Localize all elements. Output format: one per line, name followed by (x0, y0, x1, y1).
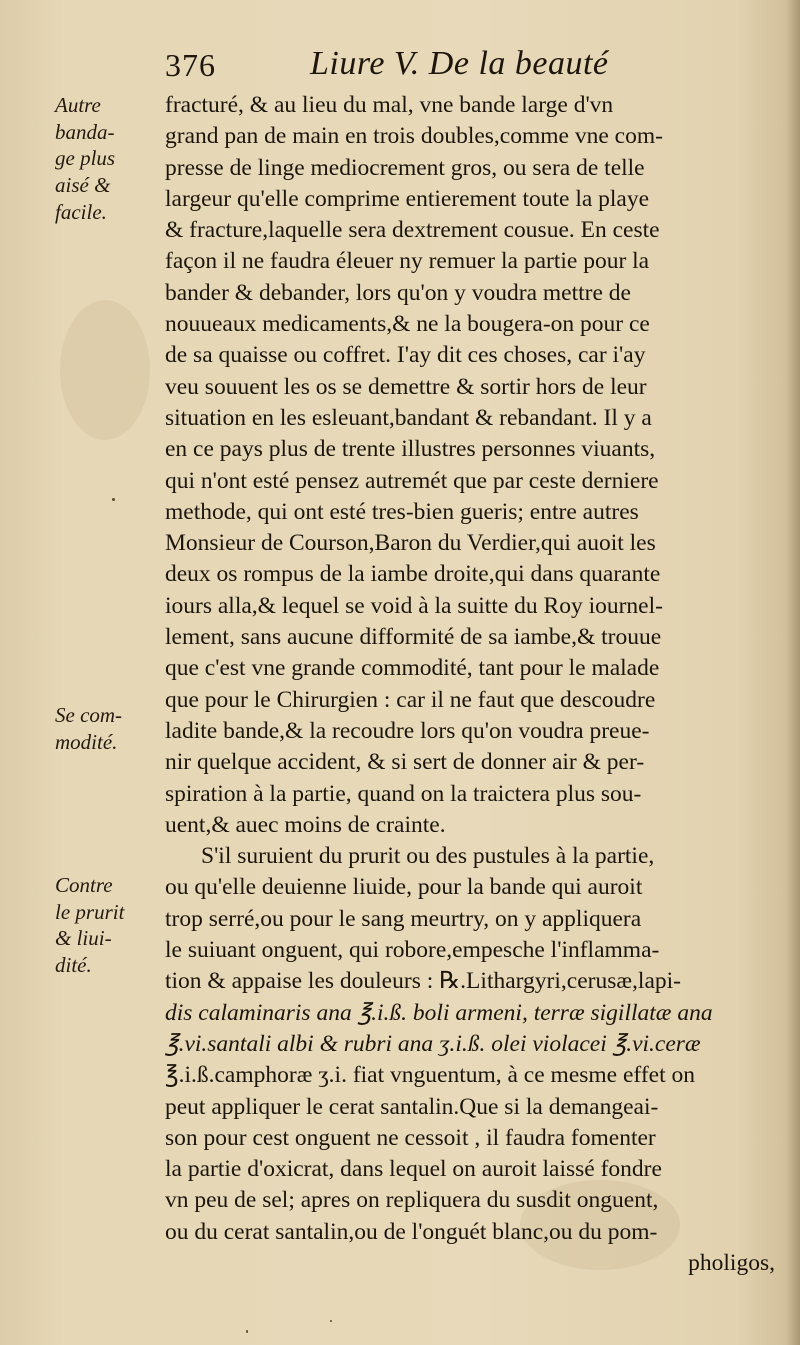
text-line: bander & debander, lors qu'on y voudra mettre de (165, 279, 631, 306)
page-number: 376 (165, 47, 216, 83)
margin-note-line: ge plus (55, 146, 116, 171)
margin-note-line: facile. (55, 199, 107, 224)
text-line: & fracture,laquelle sera dextrement cousue. En ceste (165, 217, 660, 244)
text-line: ou qu'elle deuienne liuide, pour la bande qui auroit (165, 874, 643, 901)
text-line: de sa quaisse ou coffret. I'ay dit ces choses, car i'ay (165, 342, 646, 369)
recipe-line: ℥.vi.santali albi & rubri ana ʒ.i.ß. olei violacei ℥.vi.ceræ (165, 1030, 701, 1057)
recipe-line: dis calaminaris ana ℥.i.ß. boli armeni, terræ sigillatæ ana (165, 999, 713, 1026)
page-edge-shadow (786, 0, 800, 1345)
text-line: en ce pays plus de trente illustres personnes viuants, (165, 436, 656, 463)
text-line: fracturé, & au lieu du mal, vne bande large d'vn (165, 92, 614, 118)
text-line: le suiuant onguent, qui robore,empesche l'inflamma- (165, 937, 660, 964)
margin-notes (55, 0, 165, 1345)
text-line: largeur qu'elle comprime entierement toute la playe (165, 185, 650, 212)
text-line-final: pholigos, (688, 1249, 775, 1276)
margin-note-line: dité. (55, 953, 92, 978)
ink-speck (246, 1330, 248, 1333)
text-line: que pour le Chirurgien : car il ne faut que descoudre (165, 686, 656, 713)
text-line: uent,& auec moins de crainte. (165, 811, 446, 838)
running-title: Liure V. De la beauté (310, 45, 609, 82)
text-line: veu souuent les os se demettre & sortir hors de leur (165, 373, 647, 400)
text-line: que c'est vne grande commodité, tant pour le malade (165, 655, 660, 682)
paragraph-first-line: S'il suruient du prurit ou des pustules à la partie, (201, 843, 655, 870)
text-line: ou du cerat santalin,ou de l'onguét blanc,ou du pom- (165, 1218, 658, 1245)
text-line: peut appliquer le cerat santalin.Que si la demangeai- (165, 1093, 659, 1120)
margin-note-contre-prurit (55, 872, 165, 979)
margin-note-line: Autre (55, 93, 101, 117)
margin-note-autre-bandage (55, 92, 165, 226)
ink-speck (330, 1320, 332, 1322)
text-line: deux os rompus de la iambe droite,qui dans quarante (165, 561, 661, 588)
margin-note-commodite (55, 702, 165, 755)
recipe-line: ℥.i.ß.camphoræ ʒ.i. fiat vnguentum, à ce mesme effet on (165, 1062, 695, 1089)
text-line: qui n'ont esté pensez autremét que par ceste derniere (165, 467, 659, 494)
text-line: nouueaux medicaments,& ne la bougera-on pour ce (165, 311, 650, 338)
text-line: grand pan de main en trois doubles,comme vne com- (165, 123, 663, 150)
text-line: lement, sans aucune difformité de sa iambe,& trouue (165, 624, 662, 651)
text-line: vn peu de sel; apres on repliquera du susdit onguent, (165, 1187, 659, 1214)
margin-note-line: & liui- (55, 926, 112, 951)
text-line: spiration à la partie, quand on la traictera plus sou- (165, 780, 642, 807)
margin-note-line: le prurit (55, 899, 125, 924)
margin-note-line: Contre (55, 873, 113, 897)
margin-note-line: modité. (55, 729, 118, 754)
text-line: nir quelque accident, & si sert de donner air & per- (165, 749, 645, 776)
margin-note-line: aisé & (55, 173, 111, 198)
page-header (165, 45, 685, 95)
margin-note-line: banda- (55, 119, 115, 144)
text-line: tion & appaise les douleurs : ℞.Lithargyri,cerusæ,lapi- (165, 968, 681, 995)
text-line: ladite bande,& la recoudre lors qu'on voudra preue- (165, 717, 650, 744)
text-line: Monsieur de Courson,Baron du Verdier,qui auoit les (165, 530, 656, 557)
text-line: iours alla,& lequel se void à la suitte du Roy iournel- (165, 592, 663, 619)
text-line: la partie d'oxicrat, dans lequel on auroit laissé fondre (165, 1156, 662, 1183)
text-line: methode, qui ont esté tres-bien gueris; entre autres (165, 498, 639, 525)
text-line: presse de linge mediocrement gros, ou sera de telle (165, 154, 645, 181)
text-line: son pour cest onguent ne cessoit , il faudra fomenter (165, 1124, 656, 1151)
text-line: façon il ne faudra éleuer ny remuer la partie pour la (165, 248, 650, 275)
text-line: situation en les esleuant,bandant & rebandant. Il y a (165, 404, 652, 431)
text-line: trop serré,ou pour le sang meurtry, on y appliquera (165, 905, 642, 932)
body-text (165, 90, 775, 1279)
margin-note-line: Se com- (55, 703, 123, 727)
